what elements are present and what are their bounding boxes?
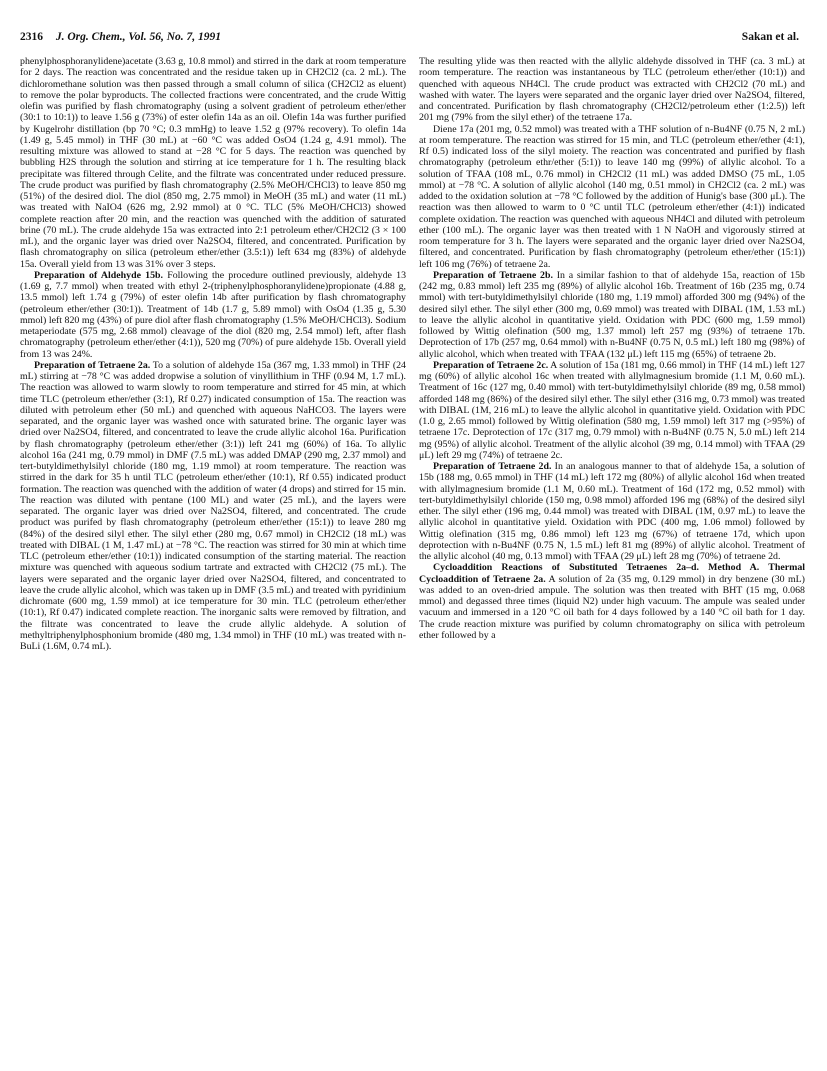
paragraph bbox=[419, 562, 805, 641]
paragraph-heading: Preparation of Aldehyde 15b. bbox=[34, 269, 164, 281]
paragraph-text: phenylphosphoranylidene)acetate (3.63 g, 10.8 mmol) and stirred in the dark at room temperature for 2 days. The reaction was concentrated and the residue taken up in CH2Cl2 (ca. 2 mL). The dichloromethane solution was then passed through a small column of silica (CH2Cl2 as eluent) to remove the polar byproducts. The collected fractions were concentrated, and the crude Wittig olefin was purified by flash chromatography (using a solvent gradient of petroleum ether/ether (30:1 to 10:1)) to leave 1.56 g (73%) of ester olefin 14a as an oil. Olefin 14a was further purified by Kugelrohr distillation (bp 70 °C; 0.3 mmHg) to leave 1.52 g (97% recovery). To olefin 14a (1.49 g, 5.45 mmol) in THF (30 mL) at −60 °C was added OsO4 (1.24 g, 4.91 mmol). The resulting mixture was allowed to stand at −28 °C for 5 days. The reaction was quenched by bubbling H2S through the solution and stirring at ice temperature for 1 h. The resulting black precipitate was filtered through Celite, and the filtrate was concentrated under reduced pressure. The crude product was purified by flash chromatography (2.5% MeOH/CHCl3) to leave 850 mg (51%) of the desired diol. The diol (850 mg, 2.75 mmol) in MeOH (35 mL) and water (11 mL) was treated with NaIO4 (626 mg, 2.92 mmol) at 0 °C. TLC (5% MeOH/CHCl3) showed complete reaction after 20 min, and the reaction was quenched with the addition of saturated brine (70 mL). The crude aldehyde 15a was extracted into 2:1 petroleum ether/CH2Cl2 (3 × 100 mL), and the organic layer was dried over Na2SO4, filtered, and concentrated. Purification by flash chromatography on silica (petroleum ether/ether (3.5:1)) left 634 mg (83%) of aldehyde 15a. Overall yield from 13 was 31% over 3 steps. bbox=[20, 56, 406, 270]
paragraph-heading: Preparation of Tetraene 2d. bbox=[433, 461, 552, 472]
paragraph bbox=[20, 270, 406, 360]
paragraph bbox=[419, 270, 805, 360]
paragraph-text: Following the procedure outlined previously, aldehyde 13 (1.69 g, 7.7 mmol) when treated with ethyl 2-(triphenylphosphoranylidene)propionate (4.88 g, 13.5 mmol) left 1.74 g (79%) of ester olefin 14b after purification by flash chromatography (petroleum ether/ether (30:1)). Treatment of 14b (1.7 g, 5.89 mmol) with OsO4 (1.35 g, 5.30 mmol) left 820 mg (43%) of pure diol after flash chromatography (1.5% MeOH/CHCl3). Sodium metaperiodate (575 mg, 2.68 mmol) cleavage of the diol (820 mg, 2.54 mmol) left, after flash chromatography (petroleum ether/ether (4:1)), 520 mg (70%) of pure aldehyde 15b. Overall yield from 13 was 24%. bbox=[20, 269, 407, 360]
paragraph-text: In a similar fashion to that of aldehyde 15a, reaction of 15b (242 mg, 0.83 mmol) left 235 mg (89%) of allylic alcohol 16b. Treatment of 16b (235 mg, 0.74 mmol) with tert-butyldimethylsilyl chloride (180 mg, 1.19 mmol) afforded 300 mg (94%) of the desired silyl ether. The silyl ether (300 mg, 0.69 mmol) was treated with DIBAL (1M, 1.53 mL) to leave the allylic alcohol in quantitative yield. Oxidation with PDC (600 mg, 1.59 mmol) followed by Wittig olefination (500 mg, 1.37 mmol) left 257 mg (93%) of tetraene 17b. Deprotection of 17b (257 mg, 0.64 mmol) with n-Bu4NF (0.75 N, 0.5 mL) left 180 mg (98%) of allylic alcohol, which when treated with TFAA (132 μL) left 115 mg (65%) of tetraene 2b. bbox=[419, 269, 805, 360]
paragraph-text: The resulting ylide was then reacted with the allylic aldehyde dissolved in THF (ca. 3 mL) at room temperature. The reaction was instantaneous by TLC (petroleum ether/ether (10:1)) and quenched with aqueous NH4Cl. The crude product was extracted with CH2Cl2 (70 mL) and washed with water. The layers were separated and the organic layer dried over Na2SO4, filtered, and concentrated. Purification by flash chromatography (CH2Cl2/petroleum ether (1:2.5)) left 201 mg (79% from the silyl ether) of the tetraene 17a. bbox=[419, 56, 805, 124]
paragraph bbox=[419, 461, 805, 562]
paragraph-text: Diene 17a (201 mg, 0.52 mmol) was treated with a THF solution of n-Bu4NF (0.75 N, 2 mL) at room temperature. The reaction was stirred for 15 min, and TLC (petroleum ether/ether (4:1), Rf 0.5) indicated loss of the silyl moiety. The reaction was concentrated and purified by flash chromatography (petroleum ethr/ether (5:1)) to leave 140 mg (99%) of allylic alcohol. To a solution of TFAA (108 mL, 0.76 mmol) in CH2Cl2 (11 mL) was added DMSO (75 mL, 1.05 mmol) at −78 °C. A solution of allylic alcohol (140 mg, 0.51 mmol) in CH2Cl2 (ca. 2 mL) was added to the oxidation solution at −78 °C followed by the addition of Hunig's base (300 μL). The reaction was then allowed to warm to 0 °C until TLC (petroleum ether/ether (4:1)) indicated complete oxidation. The reaction was quenched with aqueous NH4Cl and diluted with petroleum ether (100 mL). The organic layer was then treated with 1 N NaOH and vigorously stirred at room temperature for 3 h. The layers were separated and the organic layer dried over Na2SO4, filtered, and concentrated. Purification by flash chromatography (petroleum ether/ether (15:1)) left 106 mg (76%) of tetraene 2a. bbox=[419, 123, 805, 270]
paragraph-text: A solution of 2a (35 mg, 0.129 mmol) in dry benzene (30 mL) was added to an oven-dried ampule. The solution was then treated with BHT (15 mg, 0.068 mmol) and degassed three times (liquid N2) under high vacuum. The ampule was sealed under vacuum and immersed in a 120 °C oil bath for 4 days followed by a 140 °C oil bath for 1 day. The crude reaction mixture was purified by column chromatography on silica with petroleum ether followed by a bbox=[419, 573, 805, 641]
journal-citation: J. Org. Chem., Vol. 56, No. 7, 1991 bbox=[55, 31, 222, 43]
page-number: 2316 bbox=[20, 31, 43, 43]
running-author: Sakan et al. bbox=[741, 31, 799, 43]
running-header bbox=[20, 31, 799, 47]
paragraph bbox=[419, 56, 805, 124]
header-left bbox=[20, 31, 221, 43]
paragraph-heading: Preparation of Tetraene 2c. bbox=[433, 359, 549, 371]
paragraph-heading: Cycloaddition Reactions of Substituted Tetraenes 2a–d. Method A. Thermal Cycloaddition of Tetraene 2a. bbox=[419, 562, 805, 585]
paragraph-text: To a solution of aldehyde 15a (367 mg, 1.33 mmol) in THF (24 mL) stirring at −78 °C was added dropwise a solution of vinyllithium in THF (0.94 M, 1.7 mL). The reaction was allowed to warm slowly to room temperature and stirred for 45 min, at which time TLC (petroleum ether/ether (3:1), Rf 0.27) indicated consumption of 15a. The reaction was diluted with petroleum ether (50 mL) and quenched with aqueous NaHCO3. The layers were separated, and the organic layer was washed once with saturated brine. The organic layer was dried over Na2SO4, filtered, and concentrated to leave the crude allylic alcohol 16a. Purification by flash chromatography (petroleum ether/ether (3:1)) left 241 mg (60%) of 16a. To allylic alcohol 16a (241 mg, 0.79 mmol) in DMF (7.5 mL) was added DMAP (290 mg, 2.37 mmol) and tert-butyldimethylsilyl chloride (180 mg, 1.19 mmol) at room temperature. The reaction was stirred in the dark for 35 h until TLC (petroleum ether/ether (10:1), Rf 0.55) indicated product formation. The reaction was quenched with the addition of water (4 drops) and stirred for 15 min. The reaction was diluted with pentane (100 ML) and water (25 mL), and the layers were separated. The organic layer was dried over Na2SO4, filtered, and concentrated. The crude product was purifed by flash chromatography (petroleum ether/ether (15:1)) to leave 280 mg (84%) of the desired silyl ether. The silyl ether (280 mg, 0.67 mmol) in CH2Cl2 (18 mL) was treated with DIBAL (1 M, 1.47 mL) at −78 °C. The reaction was stirred for 30 min at which time TLC (petroleum ether/ether (10:1)) indicated consumption of the starting material. The reaction mixture was quenched with aqueous sodium tartrate and extracted with CH2Cl2 (75 mL). The layers were separated and the organic layer dried over Na2SO4, filtered, and concentrated to leave the crude allylic alcohol, which was taken up in DMF (3.5 mL) and treated with pyridinium dichromate (600 mg, 1.59 mmol) at ice temperature for 30 min. TLC (petroleum ether/ether (10:1), Rf 0.47) indicated complete reaction. The inorganic salts were removed by filtration, and the filtrate was concentrated to leave the crude allylic aldehyde. A solution of methyltriphenylphosphonium bromide (480 mg, 1.34 mmol) in THF (10 mL) was treated with n-BuLi (1.6M, 0.74 mL). bbox=[20, 359, 406, 652]
paragraph bbox=[419, 360, 805, 461]
right-column bbox=[419, 56, 805, 641]
paragraph bbox=[20, 360, 406, 653]
paragraph bbox=[419, 124, 805, 270]
paragraph-heading: Preparation of Tetraene 2a. bbox=[34, 359, 151, 371]
paragraph bbox=[20, 56, 406, 270]
paragraph-text: In an analogous manner to that of aldehyde 15a, a solution of 15b (188 mg, 0.65 mmol) in THF (14 mL) left 172 mg (80%) of allylic alcohol 16d when treated with allylmagnesium bromide (1.1 M, 0.60 mL). Treatment of 16d (172 mg, 0.52 mmol) with tert-butyldimethylsilyl chloride (150 mg, 0.98 mmol) afforded 196 mg (68%) of the desired silyl ether. The silyl ether (196 mg, 0.44 mmol) was treated with DIBAL (1M, 0.97 mL) to leave the allylic alcohol in quantitative yield. Oxidation with PDC (400 mg, 1.06 mmol) followed by Wittig olefination (315 mg, 0.86 mmol) left 123 mg (67%) of tetraene 17d, which upon deprotection with n-Bu4NF (0.75 N, 1.5 mL) left 81 mg (89%) of allylic alcohol. Treatment of the allylic alcohol (40 mg, 0.13 mmol) with TFAA (29 μL) left 28 mg (70%) of tetraene 2d. bbox=[419, 461, 805, 562]
left-column bbox=[20, 56, 406, 652]
paragraph-heading: Preparation of Tetraene 2b. bbox=[433, 269, 553, 281]
paragraph-text: A solution of 15a (181 mg, 0.66 mmol) in THF (14 mL) left 127 mg (60%) of allylic alcohol 16c when treated with allylmagnesium bromide (1.1 M, 0.60 mL). Treatment of 16c (127 mg, 0.40 mmol) with tert-butyldimethylsilyl chloride (89 mg, 0.58 mmol) afforded 148 mg (86%) of the desired silyl ether. The silyl ether (316 mg, 0.73 mmol) was treated with DIBAL (1M, 216 mL) to leave the allylic alcohol in quantitative yield. Oxidation with PDC (1.0 g, 2.65 mmol) followed by Wittig olefination (580 mg, 1.59 mmol) left 317 mg (>95%) of tetraene 17c. Deprotection of 17c (317 mg, 0.79 mmol) with n-Bu4NF (0.75 N, 5.0 mL) left 214 mg (95%) of allylic alcohol. Treatment of the allylic alcohol (39 mg, 0.14 mmol) with TFAA (29 μL) left 29 mg (74%) of tetraene 2c. bbox=[419, 359, 805, 461]
